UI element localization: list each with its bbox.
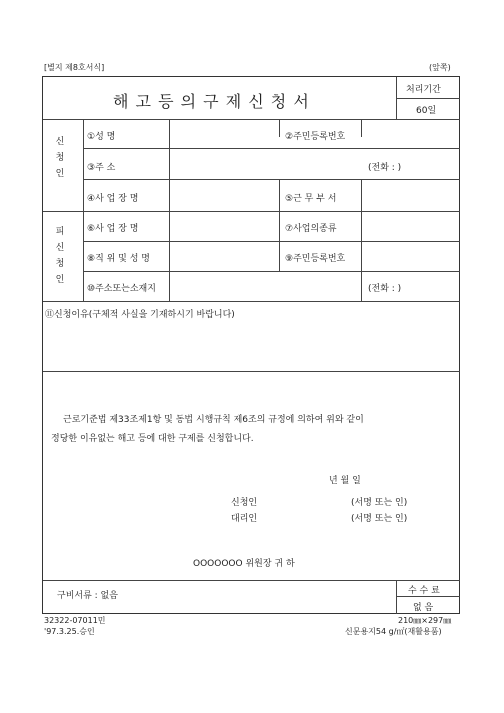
form-number: [별지 제8호서식]: [44, 63, 105, 72]
application-date: 년 월 일: [329, 476, 361, 486]
fee-label: 수 수 료: [408, 586, 440, 596]
form-title: 해 고 등 의 구 제 신 청 서: [113, 92, 310, 111]
page-side-label: (앞쪽): [429, 63, 451, 72]
respondent-representative-label: ⑧직 위 및 성 명: [87, 254, 150, 264]
paper-type: 신문용지54 g/㎡(재활용품): [345, 627, 442, 636]
fee-value: 없 음: [413, 603, 434, 613]
respondent-workplace-label: ⑥사 업 장 명: [87, 224, 139, 234]
applicant-department-label: ⑤근 무 부 서: [285, 194, 337, 204]
applicant-phone-label: (전화 : ): [368, 163, 402, 173]
applicant-signature-label: 신청인: [231, 498, 258, 508]
respondent-phone-label: (전화 : ): [368, 284, 402, 294]
statement-line-1: 근로기준법 제33조제1항 및 동법 시행규칙 제6조의 규정에 의하여 위와 같이: [63, 415, 364, 425]
applicant-address-label: ③주 소: [87, 163, 116, 173]
applicant-group-label: 신 청 인: [55, 137, 65, 179]
processing-period-value: 60일: [416, 106, 437, 116]
approval-date: '97.3.25.승인: [44, 627, 95, 636]
agent-signature-label: 대리인: [231, 514, 258, 524]
applicant-workplace-label: ④사 업 장 명: [87, 194, 139, 204]
statement-line-2: 정당한 이유없는 해고 등에 대한 구제를 신청합니다.: [51, 434, 254, 444]
form-code: 32322-07011민: [44, 616, 106, 625]
applicant-resident-number-label: ②주민등록번호: [285, 132, 346, 142]
respondent-group-label: 피 신 청 인: [55, 227, 65, 285]
respondent-business-type-label: ⑦사업의종류: [285, 224, 337, 234]
paper-size: 210㎜×297㎜: [398, 616, 452, 625]
respondent-resident-number-label: ⑨주민등록번호: [285, 254, 346, 264]
application-form: [42, 76, 460, 614]
agent-signature-note: (서명 또는 인): [351, 514, 408, 524]
applicant-name-label: ①성 명: [87, 132, 116, 142]
application-reason-label: ⑪신청이유(구체적 사실을 기재하시기 바랍니다): [45, 310, 235, 320]
processing-period-label: 처리기간: [406, 85, 441, 95]
respondent-address-label: ⑩주소또는소재지: [87, 284, 156, 294]
addressee: OOOOOOO 위원장 귀 하: [193, 559, 295, 569]
required-documents-label: 구비서류 : 없음: [57, 591, 118, 601]
applicant-signature-note: (서명 또는 인): [351, 498, 408, 508]
